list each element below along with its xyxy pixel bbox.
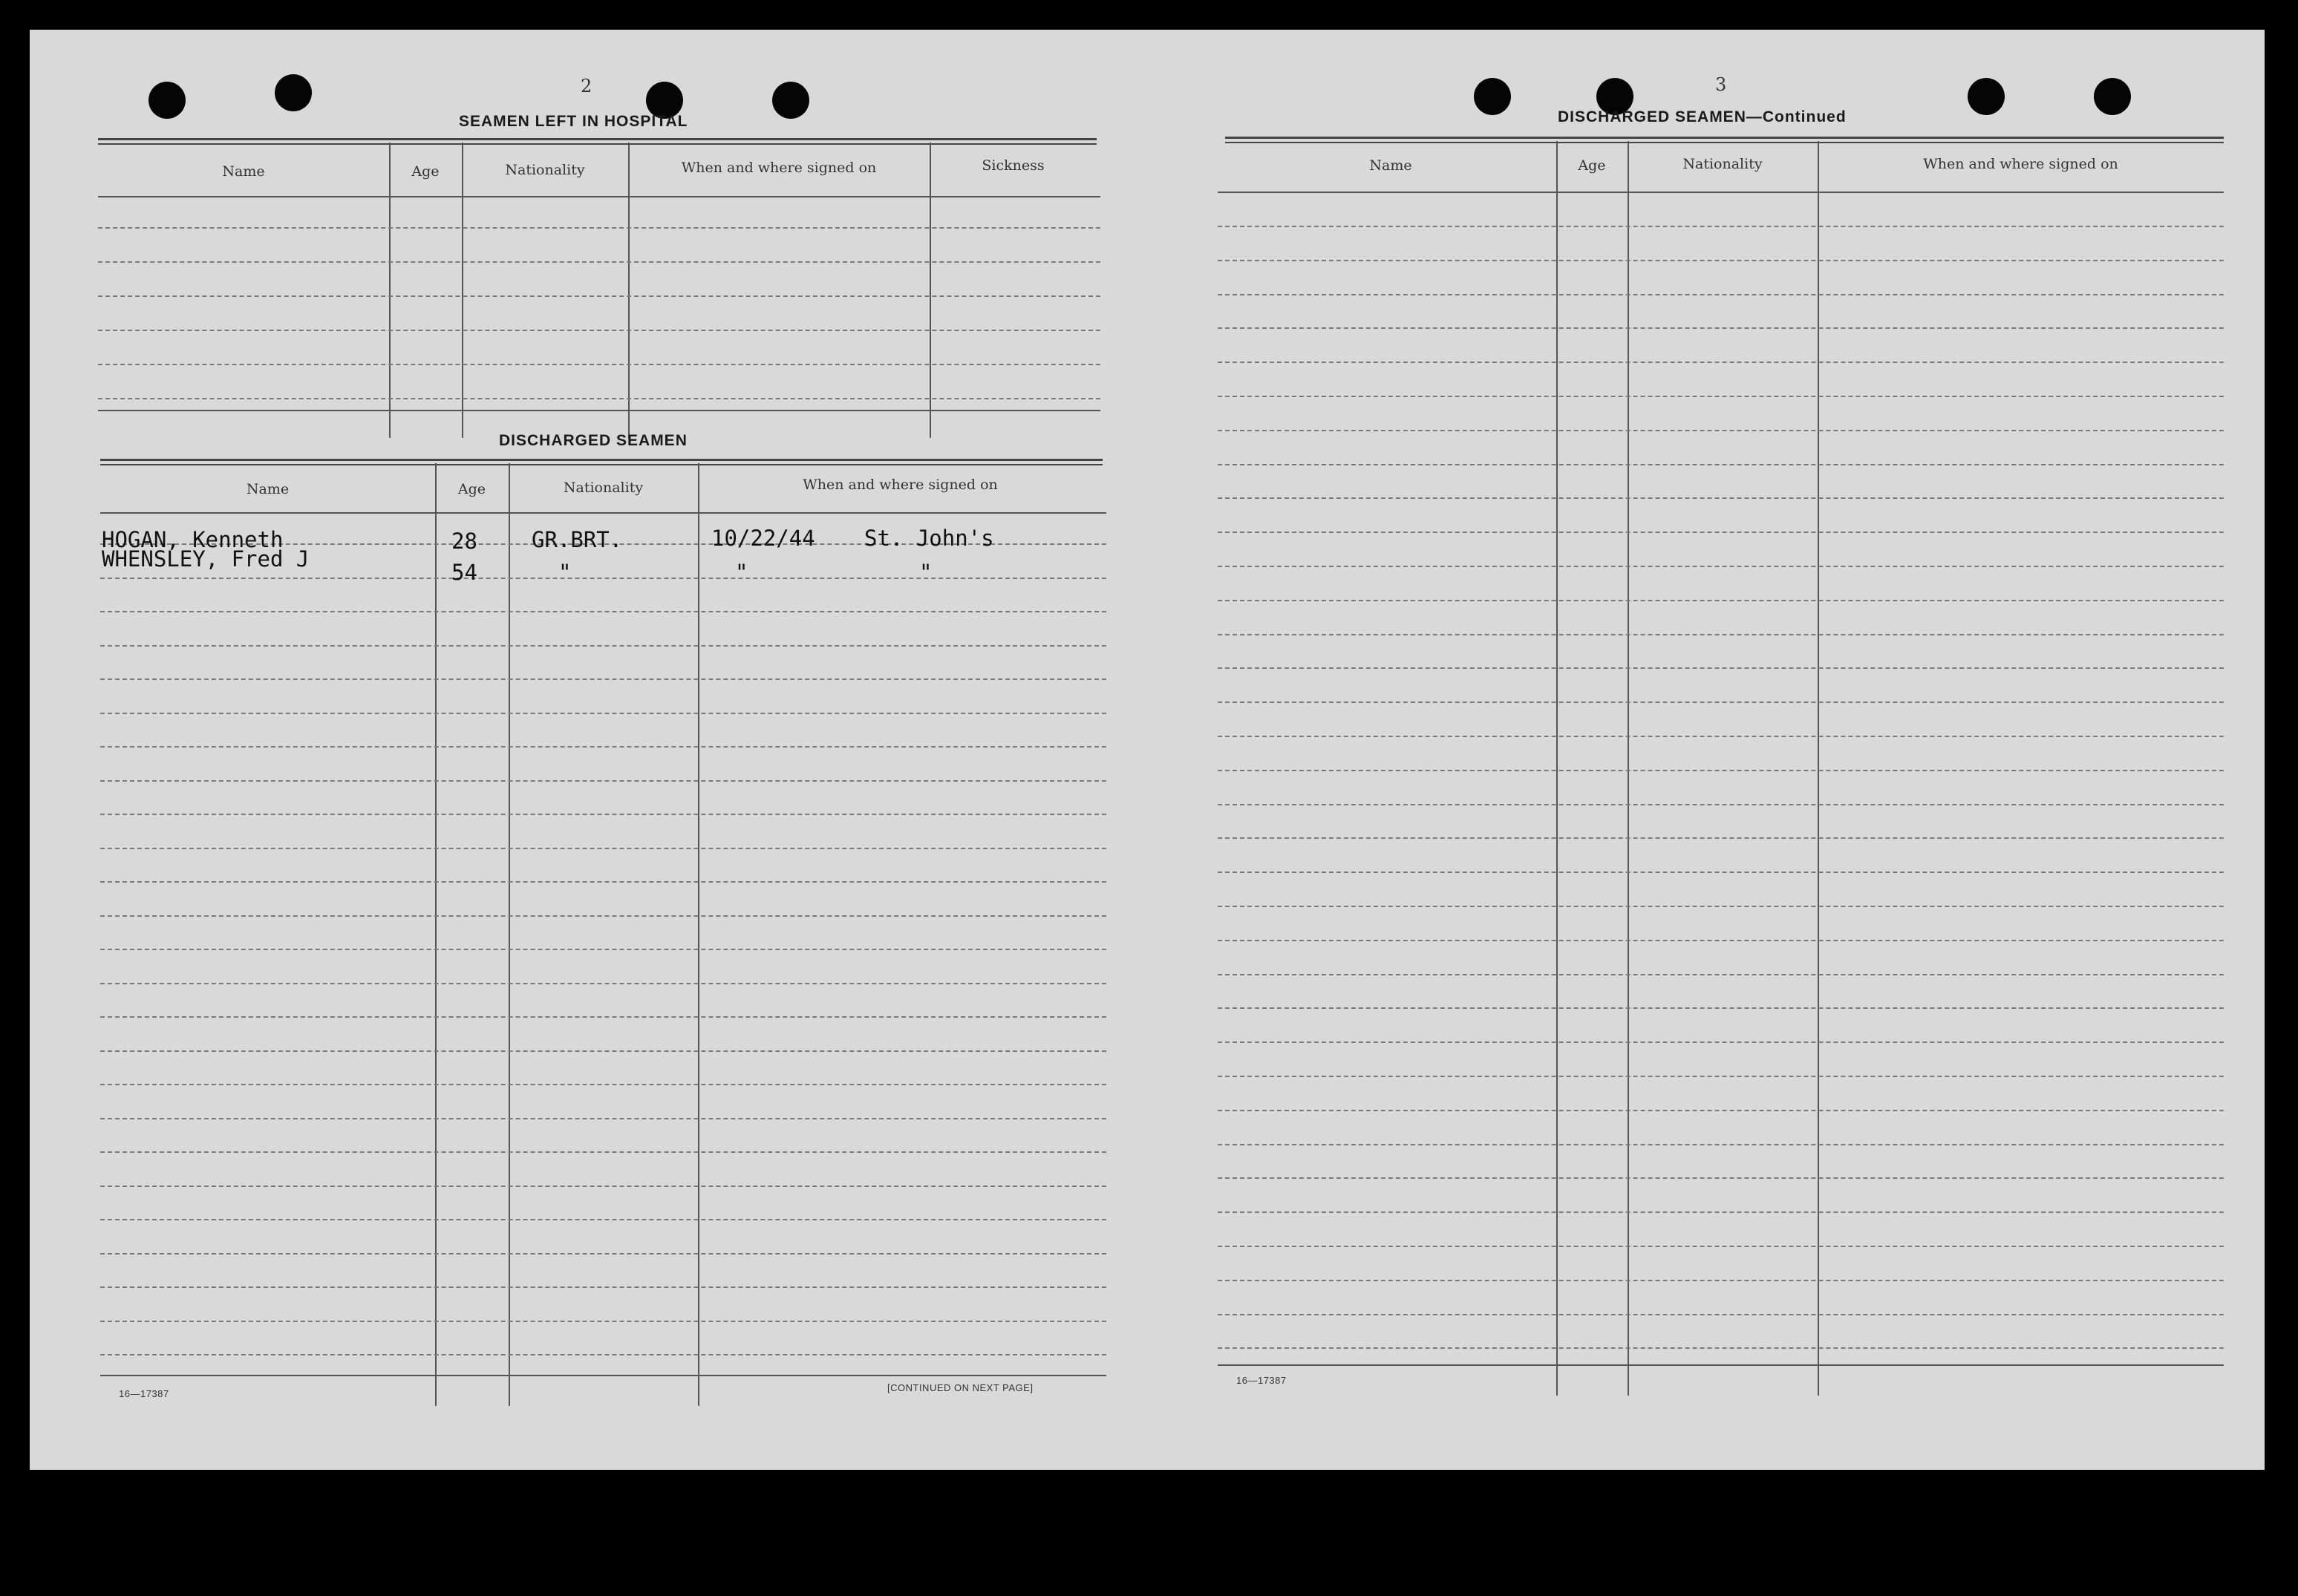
discharged-header-signed-on: When and where signed on bbox=[803, 477, 998, 493]
discharged-header-name: Name bbox=[246, 481, 290, 497]
discharged-header-age: Age bbox=[457, 481, 486, 497]
ruled-line bbox=[1218, 226, 2224, 227]
ruled-line bbox=[1218, 464, 2224, 465]
column-divider bbox=[389, 143, 391, 438]
ruled-line bbox=[1218, 974, 2224, 975]
hospital-header-nationality: Nationality bbox=[505, 162, 585, 178]
punch-hole bbox=[148, 82, 186, 119]
ruled-line bbox=[1218, 1041, 2224, 1043]
entry-name: WHENSLEY, Fred J bbox=[102, 546, 310, 572]
punch-hole bbox=[275, 74, 312, 111]
continued-header-name: Name bbox=[1369, 157, 1412, 174]
ruled-line bbox=[1218, 667, 2224, 669]
punch-hole bbox=[772, 82, 809, 119]
punch-hole bbox=[1474, 78, 1511, 115]
continued-note: [CONTINUED ON NEXT PAGE] bbox=[887, 1382, 1034, 1393]
ruled-line bbox=[100, 1354, 1106, 1355]
ruled-line bbox=[1218, 804, 2224, 805]
table-top-rule bbox=[1225, 137, 2224, 143]
ruled-line bbox=[100, 1185, 1106, 1187]
ruled-line bbox=[1218, 634, 2224, 635]
continued-header-nationality: Nationality bbox=[1682, 156, 1763, 172]
table-top-rule bbox=[98, 138, 1097, 145]
discharged-section-title: DISCHARGED SEAMEN bbox=[499, 432, 688, 449]
ruled-line bbox=[98, 364, 1100, 365]
hospital-header-name: Name bbox=[222, 163, 265, 180]
ruled-line bbox=[1218, 430, 2224, 431]
ruled-line bbox=[1218, 1007, 2224, 1009]
ruled-line bbox=[100, 1219, 1106, 1220]
ruled-line bbox=[1218, 396, 2224, 397]
ruled-line bbox=[1218, 327, 2224, 329]
form-number-right: 16—17387 bbox=[1236, 1375, 1287, 1386]
column-divider bbox=[930, 143, 931, 438]
hospital-section-title: SEAMEN LEFT IN HOSPITAL bbox=[459, 113, 688, 130]
ruled-line bbox=[1218, 1314, 2224, 1315]
ledger-sheet bbox=[30, 30, 2265, 1470]
ruled-line bbox=[98, 398, 1100, 399]
ruled-line bbox=[100, 578, 1106, 579]
ruled-line bbox=[1218, 1076, 2224, 1077]
entry-age: 54 bbox=[451, 560, 477, 585]
table-bottom-rule bbox=[1218, 1364, 2224, 1366]
continued-header-age: Age bbox=[1578, 157, 1606, 174]
hospital-header-age: Age bbox=[411, 163, 440, 180]
entry-name: HOGAN, Kenneth bbox=[102, 527, 284, 552]
ruled-line bbox=[1218, 566, 2224, 567]
table-header-rule bbox=[100, 512, 1106, 514]
ruled-line bbox=[1218, 260, 2224, 261]
ruled-line bbox=[1218, 1211, 2224, 1213]
table-header-rule bbox=[98, 196, 1100, 197]
ruled-line bbox=[1218, 1177, 2224, 1179]
ruled-line bbox=[1218, 1347, 2224, 1349]
ruled-line bbox=[1218, 1110, 2224, 1111]
table-top-rule bbox=[100, 459, 1103, 465]
ruled-line bbox=[100, 746, 1106, 748]
ruled-line bbox=[100, 949, 1106, 950]
entry-place: St. John's bbox=[864, 526, 994, 551]
ruled-line bbox=[100, 645, 1106, 647]
ruled-line bbox=[100, 915, 1106, 917]
column-divider bbox=[628, 143, 630, 438]
ruled-line bbox=[100, 1084, 1106, 1085]
ruled-line bbox=[100, 1050, 1106, 1052]
entry-nationality: GR.BRT. bbox=[532, 527, 623, 552]
continued-header-signed-on: When and where signed on bbox=[1923, 156, 2118, 172]
ruled-line bbox=[100, 1286, 1106, 1288]
ruled-line bbox=[1218, 736, 2224, 737]
entry-date: " bbox=[735, 560, 748, 585]
ruled-line bbox=[100, 1253, 1106, 1255]
column-divider bbox=[462, 143, 463, 438]
column-divider bbox=[509, 463, 510, 1406]
ruled-line bbox=[100, 814, 1106, 815]
page-number-left: 2 bbox=[581, 76, 593, 97]
ruled-line bbox=[1218, 532, 2224, 533]
ruled-line bbox=[100, 983, 1106, 984]
ruled-line bbox=[1218, 770, 2224, 771]
column-divider bbox=[1818, 141, 1819, 1396]
ruled-line bbox=[1218, 906, 2224, 907]
ruled-line bbox=[100, 848, 1106, 849]
hospital-header-sickness: Sickness bbox=[982, 157, 1045, 174]
ruled-line bbox=[1218, 701, 2224, 703]
column-divider bbox=[435, 463, 437, 1406]
entry-date: 10/22/44 bbox=[711, 526, 815, 551]
ruled-line bbox=[100, 611, 1106, 612]
form-number-left: 16—17387 bbox=[119, 1388, 169, 1399]
ruled-line bbox=[100, 881, 1106, 883]
ruled-line bbox=[100, 780, 1106, 782]
page-number-right: 3 bbox=[1715, 74, 1727, 95]
ruled-line bbox=[1218, 1280, 2224, 1281]
table-bottom-rule bbox=[98, 410, 1100, 411]
ruled-line bbox=[1218, 294, 2224, 295]
ruled-line bbox=[1218, 362, 2224, 363]
ruled-line bbox=[100, 1321, 1106, 1322]
ruled-line bbox=[100, 1118, 1106, 1119]
ruled-line bbox=[98, 295, 1100, 297]
ruled-line bbox=[1218, 497, 2224, 499]
entry-age: 28 bbox=[451, 529, 477, 554]
ruled-line bbox=[1218, 871, 2224, 873]
ruled-line bbox=[1218, 1246, 2224, 1247]
ruled-line bbox=[98, 227, 1100, 229]
ruled-line bbox=[100, 678, 1106, 680]
ruled-line bbox=[1218, 1144, 2224, 1145]
hospital-header-signed-on: When and where signed on bbox=[681, 160, 877, 176]
punch-hole bbox=[2094, 78, 2131, 115]
discharged-continued-title: DISCHARGED SEAMEN—Continued bbox=[1558, 108, 1847, 125]
ruled-line bbox=[1218, 600, 2224, 601]
ruled-line bbox=[100, 1151, 1106, 1153]
punch-hole bbox=[1968, 78, 2005, 115]
table-header-rule bbox=[1218, 192, 2224, 193]
ruled-line bbox=[98, 261, 1100, 263]
entry-nationality: " bbox=[558, 560, 572, 585]
discharged-header-nationality: Nationality bbox=[563, 480, 644, 496]
ruled-line bbox=[1218, 940, 2224, 941]
column-divider bbox=[1556, 141, 1558, 1396]
ruled-line bbox=[1218, 837, 2224, 839]
ruled-line bbox=[100, 713, 1106, 714]
ruled-line bbox=[98, 330, 1100, 331]
column-divider bbox=[698, 463, 699, 1406]
table-bottom-rule bbox=[100, 1375, 1106, 1376]
column-divider bbox=[1628, 141, 1629, 1396]
ruled-line bbox=[100, 1016, 1106, 1018]
entry-place: " bbox=[919, 560, 933, 585]
